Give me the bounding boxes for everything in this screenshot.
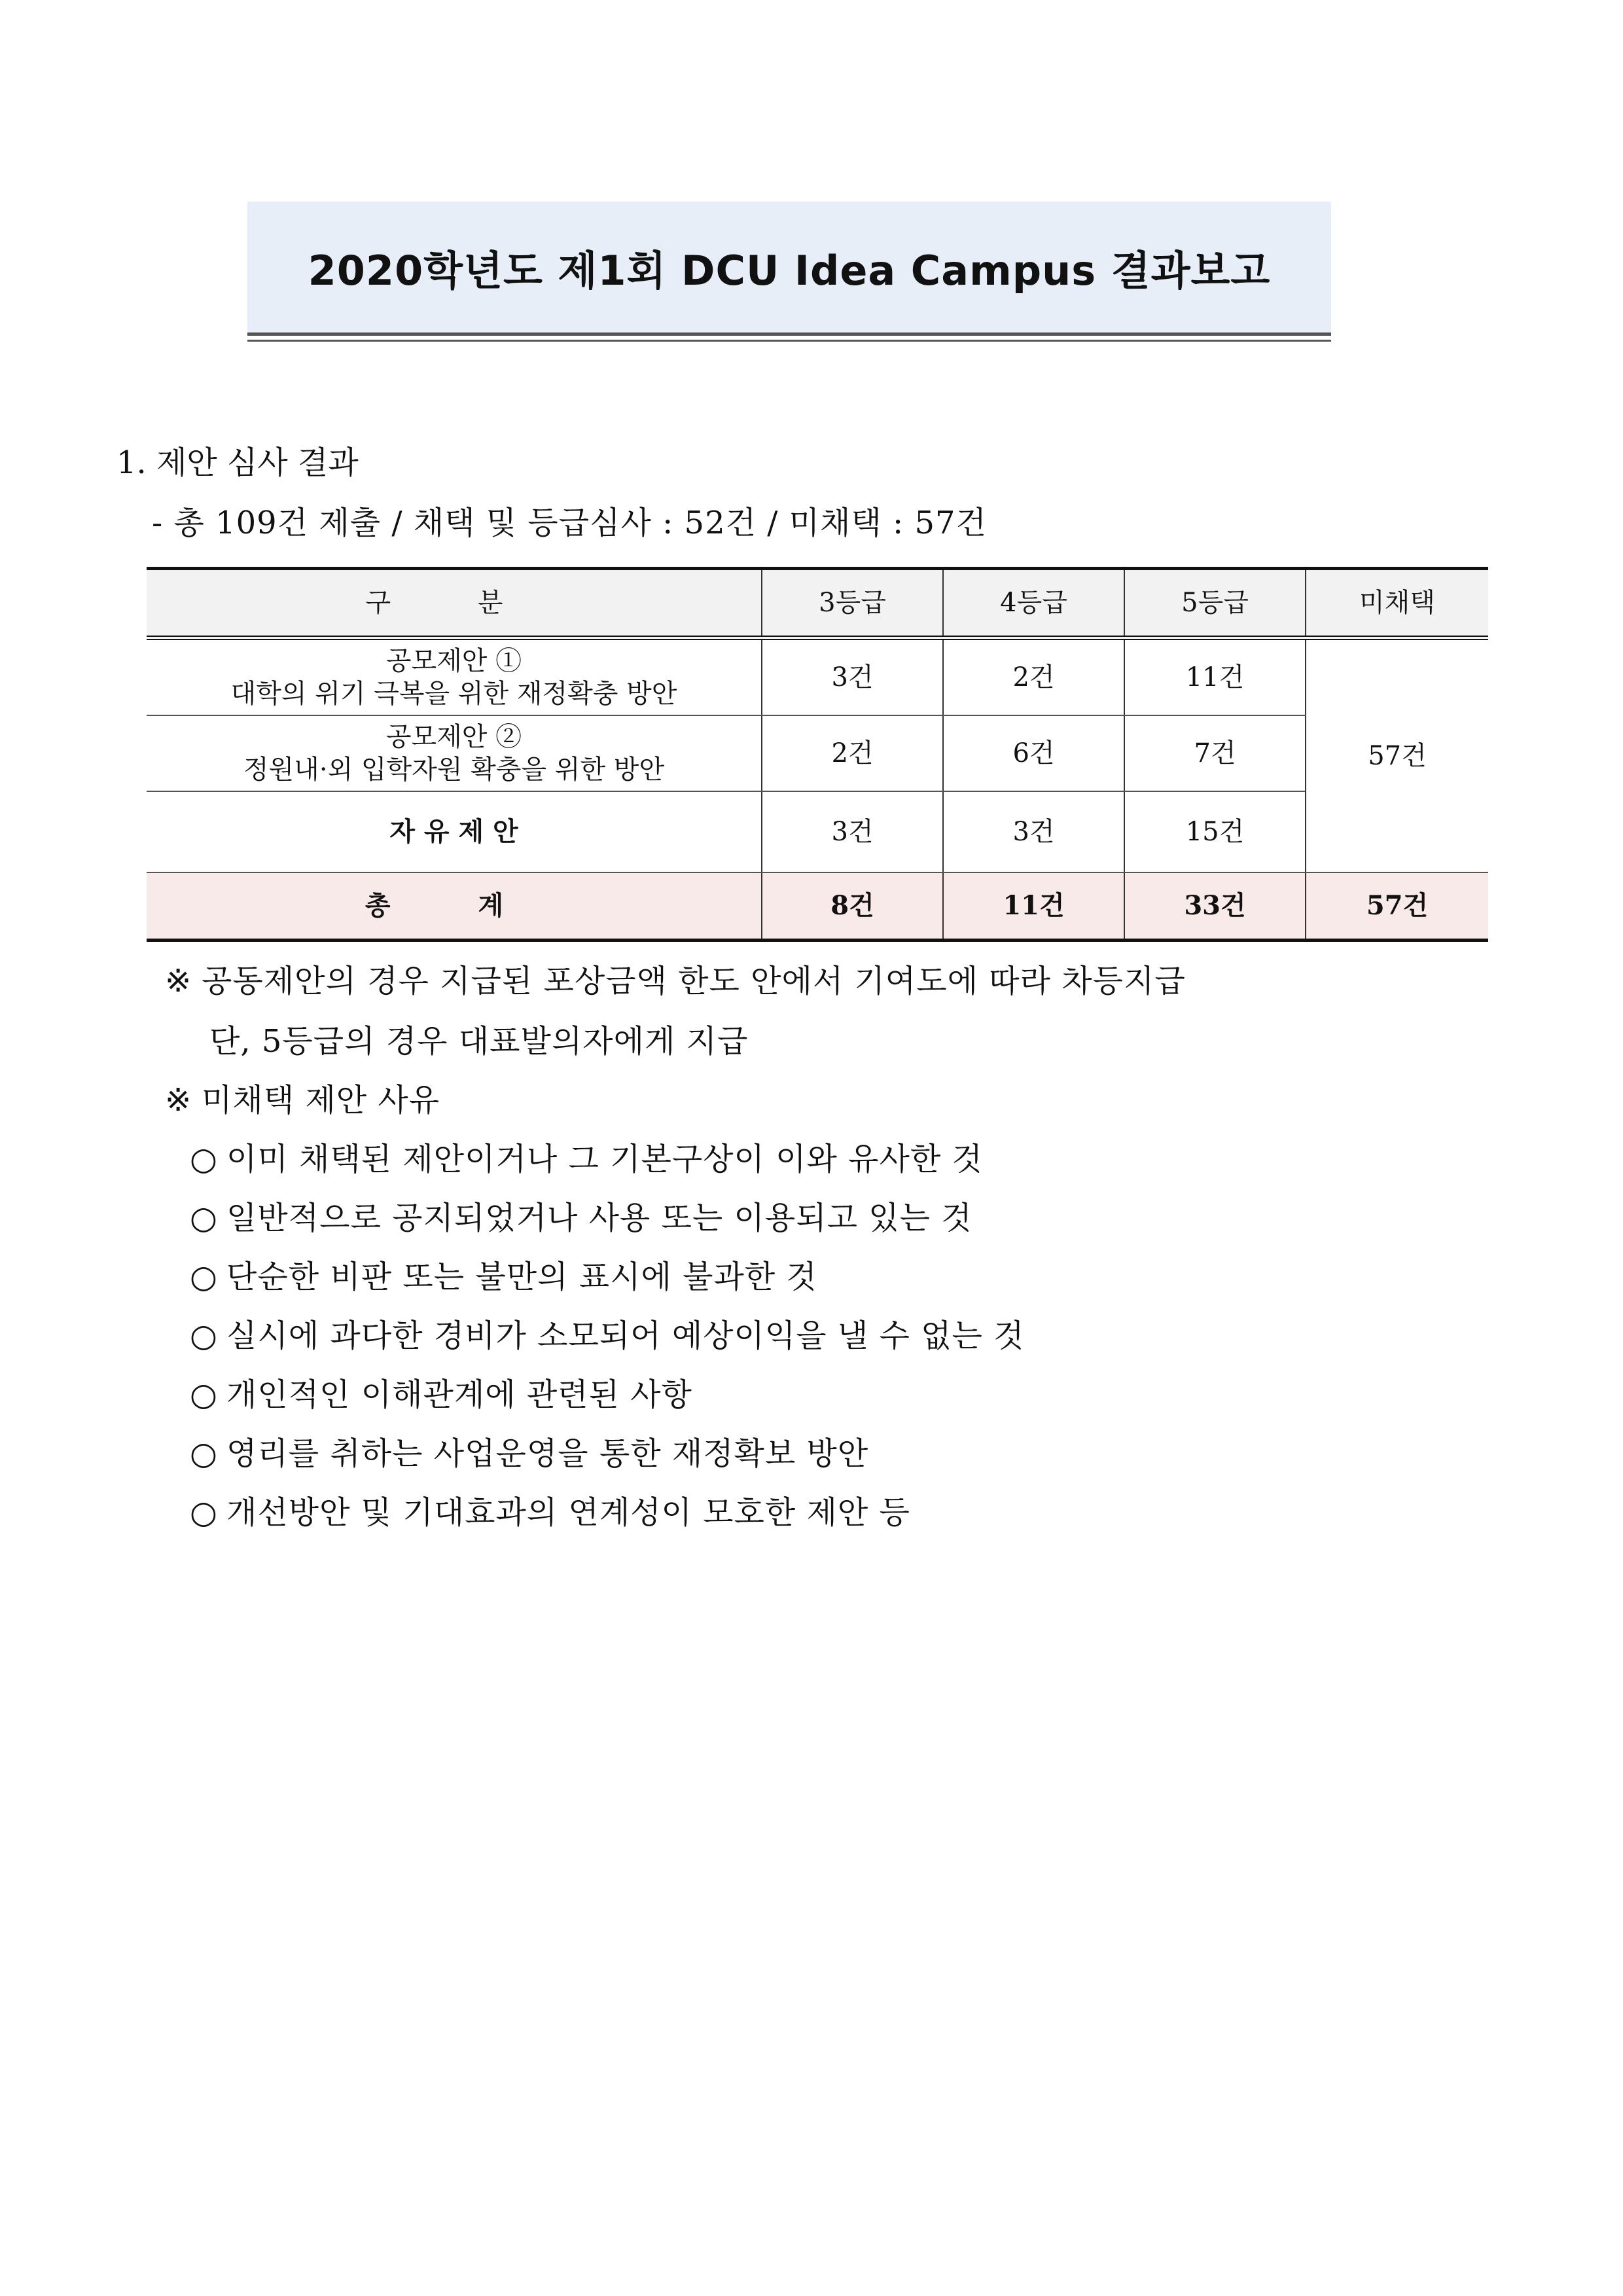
row-label-line1: 자 유 제 안 [389, 816, 518, 847]
results-table [147, 567, 1488, 942]
note-unadopted-heading: ※ 미채택 제안 사유 [165, 1082, 440, 1119]
cell-grade5: 7건 [1124, 715, 1306, 791]
title-box [247, 202, 1331, 336]
reference-mark-icon: ※ [165, 963, 192, 999]
row-label [147, 638, 762, 716]
circle-bullet-icon: ○ [190, 1141, 218, 1177]
submission-summary: - 총 109건 제출 / 채택 및 등급심사 : 52건 / 미채택 : 57건 [152, 505, 987, 541]
cell-unadopted: 57건 [1306, 638, 1488, 873]
header-grade3: 3등급 [762, 569, 943, 638]
header-unadopted: 미채택 [1306, 569, 1488, 638]
cell-grade4: 6건 [943, 715, 1124, 791]
circle-bullet-icon: ○ [190, 1376, 218, 1413]
total-label: 총 계 [147, 872, 762, 941]
circle-bullet-icon: ○ [190, 1494, 218, 1531]
list-item: ○ 단순한 비판 또는 불만의 표시에 불과한 것 [190, 1259, 817, 1295]
header-grade4: 4등급 [943, 569, 1124, 638]
row-label-line2: 대학의 위기 극복을 위한 재정확충 방안 [230, 679, 677, 709]
cell-grade5: 15건 [1124, 791, 1306, 872]
table-header-row [147, 569, 1488, 638]
total-grade5: 33건 [1124, 872, 1306, 941]
table-row [147, 791, 1488, 872]
section-heading [116, 437, 359, 482]
total-grade4: 11건 [943, 872, 1124, 941]
list-item: ○ 영리를 취하는 사업운영을 통한 재정확보 방안 [190, 1435, 869, 1472]
total-unadopted: 57건 [1306, 872, 1488, 941]
document-title: 2020학년도 제1회 DCU Idea Campus 결과보고 [308, 246, 1271, 295]
note-payment: ※ 공동제안의 경우 지급된 포상금액 한도 안에서 기여도에 따라 차등지급 [165, 963, 1186, 999]
cell-grade3: 2건 [762, 715, 943, 791]
section-title: 제안 심사 결과 [156, 444, 359, 481]
row-label-line2: 정원내·외 입학자원 확충을 위한 방안 [243, 755, 665, 785]
list-item: ○ 개선방안 및 기대효과의 연계성이 모호한 제안 등 [190, 1494, 910, 1531]
note-payment-detail: 단, 5등급의 경우 대표발의자에게 지급 [209, 1023, 749, 1060]
circle-bullet-icon: ○ [190, 1259, 218, 1295]
cell-grade4: 2건 [943, 638, 1124, 716]
list-item: ○ 개인적인 이해관계에 관련된 사항 [190, 1376, 692, 1413]
circle-bullet-icon: ○ [190, 1435, 218, 1472]
header-grade5: 5등급 [1124, 569, 1306, 638]
row-label-line1: 공모제안 ① [385, 646, 522, 676]
table-row [147, 715, 1488, 791]
circle-bullet-icon: ○ [190, 1200, 218, 1236]
row-label [147, 791, 762, 872]
section-number: 1. [116, 444, 147, 481]
cell-grade5: 11건 [1124, 638, 1306, 716]
total-row [147, 872, 1488, 941]
total-grade3: 8건 [762, 872, 943, 941]
cell-grade3: 3건 [762, 791, 943, 872]
cell-grade3: 3건 [762, 638, 943, 716]
reference-mark-icon: ※ [165, 1082, 192, 1119]
list-item: ○ 실시에 과다한 경비가 소모되어 예상이익을 낼 수 없는 것 [190, 1318, 1025, 1354]
circle-bullet-icon: ○ [190, 1318, 218, 1354]
header-category: 구 분 [147, 569, 762, 638]
row-label [147, 715, 762, 791]
cell-grade4: 3건 [943, 791, 1124, 872]
row-label-line1: 공모제안 ② [385, 722, 522, 752]
list-item: ○ 일반적으로 공지되었거나 사용 또는 이용되고 있는 것 [190, 1200, 972, 1236]
table-row [147, 638, 1488, 716]
list-item: ○ 이미 채택된 제안이거나 그 기본구상이 이와 유사한 것 [190, 1141, 983, 1177]
